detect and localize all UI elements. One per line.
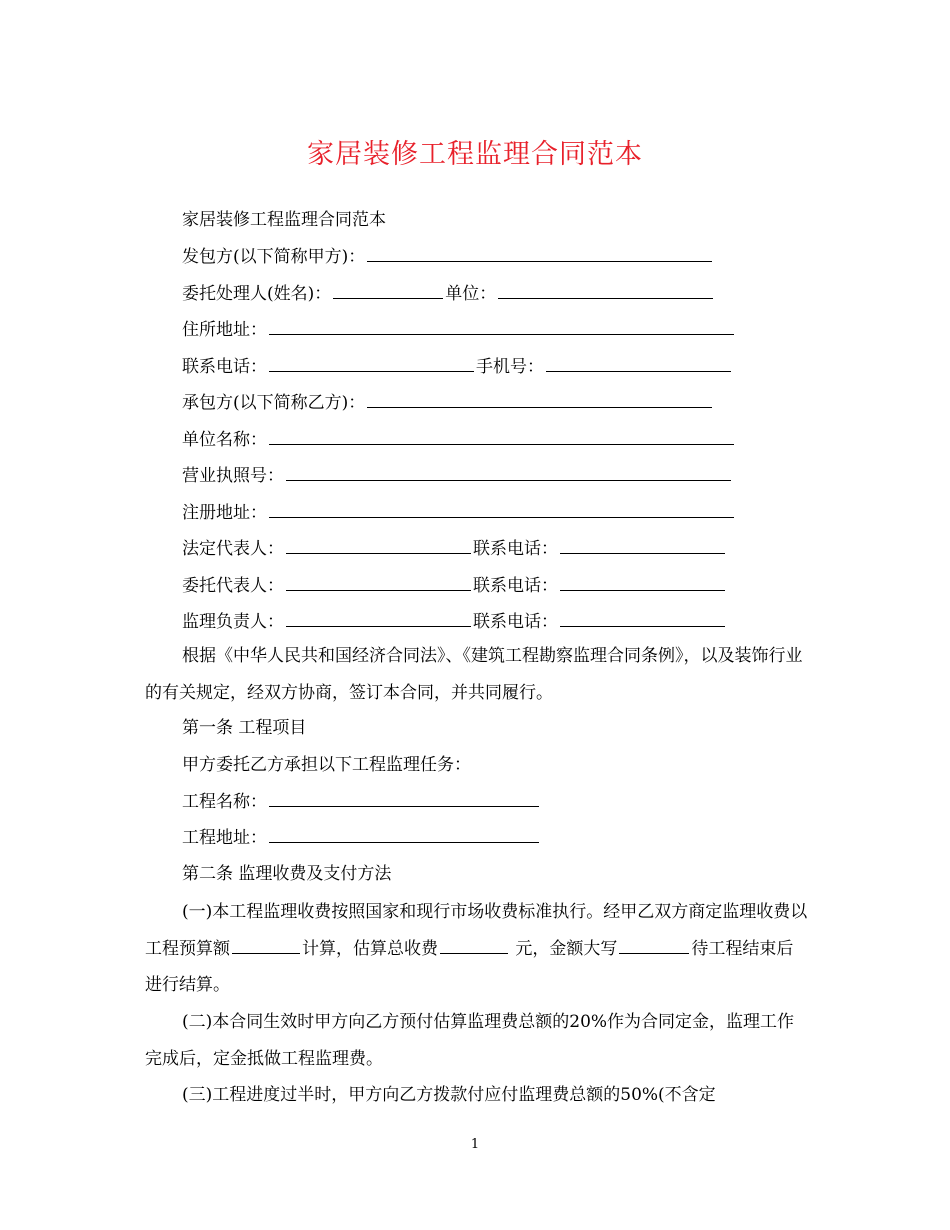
field-label: 发包方(以下简称甲方)： xyxy=(182,247,366,267)
fill-in-blank[interactable] xyxy=(367,247,712,262)
field-row xyxy=(182,538,727,560)
field-label: 单位名称： xyxy=(182,429,267,450)
fill-in-blank[interactable] xyxy=(498,284,713,299)
field-row xyxy=(182,611,727,633)
field-row xyxy=(182,575,727,597)
fill-in-blank[interactable] xyxy=(546,357,731,372)
field-label: 委托代表人： xyxy=(182,575,284,596)
field-label: 联系电话： xyxy=(182,356,267,377)
field-label: 法定代表人： xyxy=(182,539,284,559)
field-label: 单位： xyxy=(445,283,497,304)
field-label: 联系电话： xyxy=(473,612,558,632)
fill-in-blank[interactable] xyxy=(269,430,734,445)
fill-in-blank[interactable] xyxy=(560,539,725,554)
article-2-title: 第二条 监理收费及支付方法 xyxy=(182,864,392,884)
field-row xyxy=(182,246,714,268)
page-number: 1 xyxy=(470,1137,480,1152)
field-row xyxy=(182,319,736,341)
field-label: 委托处理人(姓名)： xyxy=(182,283,332,304)
field-label: 住所地址： xyxy=(182,320,267,340)
field-row xyxy=(182,429,736,451)
document-title: 家居装修工程监理合同范本 xyxy=(307,139,643,170)
project-address-field: 工程地址： xyxy=(182,827,541,849)
field-row xyxy=(182,465,733,487)
field-row xyxy=(182,502,736,524)
article-1-text: 甲方委托乙方承担以下工程监理任务： xyxy=(182,755,471,775)
field-label: 手机号： xyxy=(476,356,544,377)
fill-in-blank[interactable] xyxy=(286,539,471,554)
fill-in-blank[interactable] xyxy=(560,576,725,591)
clause-3: (三)工程进度过半时，甲方向乙方拨款付应付监理费总额的50%(不含定 xyxy=(182,1085,716,1105)
project-name-field: 工程名称： xyxy=(182,791,541,813)
clause-1: (一)本工程监理收费按照国家和现行市场收费标准执行。经甲乙双方商定监理收费以工程预算额 计算，估算总收费 元，金额大写 待工程结束后进行结算。 xyxy=(145,902,808,995)
fill-in-blank[interactable] xyxy=(269,320,734,335)
article-1-title: 第一条 工程项目 xyxy=(182,718,307,738)
fill-in-blank[interactable] xyxy=(269,503,734,518)
fill-in-blank[interactable] xyxy=(367,393,712,408)
field-row xyxy=(182,283,715,305)
fill-in-blank[interactable] xyxy=(286,576,471,591)
fill-in-blank[interactable] xyxy=(269,357,474,372)
field-label: 联系电话： xyxy=(473,575,558,596)
fill-in-blank[interactable] xyxy=(286,612,471,627)
field-row xyxy=(182,392,714,414)
field-row xyxy=(182,356,733,378)
field-label: 联系电话： xyxy=(473,539,558,559)
field-label: 承包方(以下简称乙方)： xyxy=(182,393,366,413)
field-label: 营业执照号： xyxy=(182,466,284,486)
intro-paragraph: 根据《中华人民共和国经济合同法》、《建筑工程勘察监理合同条例》，以及装饰行业的有关规定，经双方协商，签订本合同，并共同履行。 xyxy=(145,646,803,703)
clause-2: (二)本合同生效时甲方向乙方预付估算监理费总额的20%作为合同定金，监理工作完成后，定金抵做工程监理费。 xyxy=(145,1012,795,1069)
fill-in-blank[interactable] xyxy=(333,284,443,299)
field-label: 监理负责人： xyxy=(182,612,284,632)
field-label: 注册地址： xyxy=(182,502,267,523)
document-subtitle: 家居装修工程监理合同范本 xyxy=(182,210,386,230)
fill-in-blank[interactable] xyxy=(560,612,725,627)
fill-in-blank[interactable] xyxy=(286,466,731,481)
